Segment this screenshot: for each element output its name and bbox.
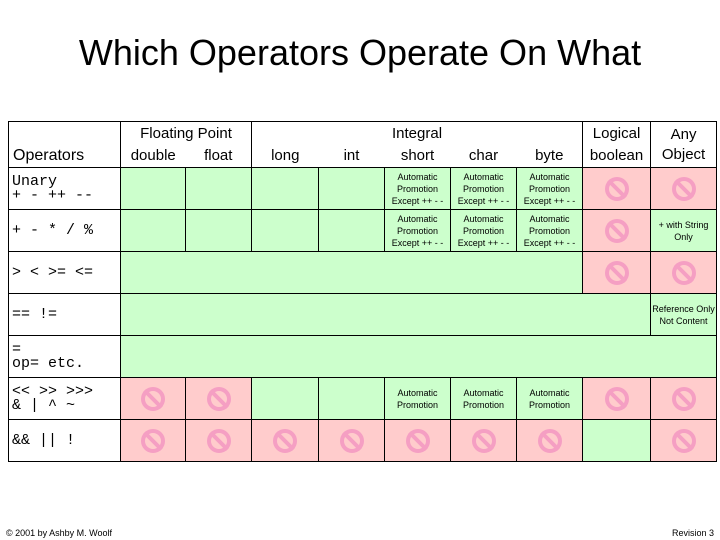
cell-note: Automatic Promotion xyxy=(385,378,451,420)
cell-not-allowed xyxy=(186,420,252,462)
prohibited-icon xyxy=(207,387,231,411)
cell-allowed xyxy=(186,210,252,252)
prohibited-icon xyxy=(672,261,696,285)
cell-not-allowed xyxy=(517,420,583,462)
cell-not-allowed xyxy=(651,168,717,210)
cell-allowed xyxy=(385,252,451,294)
cell-allowed xyxy=(319,168,385,210)
cell-note: Reference Only Not Content xyxy=(651,294,717,336)
cell-not-allowed xyxy=(651,252,717,294)
operator-row-label: Unary + - ++ -- xyxy=(9,168,121,210)
cell-not-allowed xyxy=(583,210,651,252)
cell-not-allowed xyxy=(651,378,717,420)
type-long: long xyxy=(252,144,319,168)
prohibited-icon xyxy=(141,387,165,411)
cell-not-allowed xyxy=(583,168,651,210)
cell-note: Automatic Promotion Except ++ - - xyxy=(517,210,583,252)
prohibited-icon xyxy=(141,429,165,453)
revision-text: Revision 3 xyxy=(671,528,714,538)
cell-allowed xyxy=(186,252,252,294)
operator-row-label: + - * / % xyxy=(9,210,121,252)
cell-allowed xyxy=(319,378,385,420)
type-char: char xyxy=(451,144,517,168)
cell-allowed xyxy=(252,252,319,294)
type-float: float xyxy=(186,144,252,168)
cell-allowed xyxy=(252,168,319,210)
cell-not-allowed xyxy=(583,252,651,294)
cell-not-allowed xyxy=(121,420,186,462)
cell-not-allowed xyxy=(319,420,385,462)
operators-header: Operators xyxy=(9,122,121,168)
cell-note: Automatic Promotion xyxy=(517,378,583,420)
copyright-text: © 2001 by Ashby M. Woolf xyxy=(6,528,113,538)
operator-row-label: = op= etc. xyxy=(9,336,121,378)
integral-header: Integral xyxy=(252,122,583,145)
cell-allowed xyxy=(121,168,186,210)
cell-allowed xyxy=(121,336,717,378)
prohibited-icon xyxy=(340,429,364,453)
cell-not-allowed xyxy=(583,378,651,420)
cell-allowed xyxy=(121,252,186,294)
prohibited-icon xyxy=(538,429,562,453)
cell-note: Automatic Promotion xyxy=(451,378,517,420)
type-short: short xyxy=(385,144,451,168)
cell-not-allowed xyxy=(252,420,319,462)
cell-note: Automatic Promotion Except ++ - - xyxy=(451,168,517,210)
operator-row-label: && || ! xyxy=(9,420,121,462)
cell-not-allowed xyxy=(121,378,186,420)
type-byte: byte xyxy=(517,144,583,168)
cell-not-allowed xyxy=(186,378,252,420)
cell-note: Automatic Promotion Except ++ - - xyxy=(385,168,451,210)
prohibited-icon xyxy=(406,429,430,453)
prohibited-icon xyxy=(472,429,496,453)
prohibited-icon xyxy=(605,261,629,285)
operator-row-label: > < >= <= xyxy=(9,252,121,294)
prohibited-icon xyxy=(672,177,696,201)
cell-note: + with String Only xyxy=(651,210,717,252)
prohibited-icon xyxy=(605,387,629,411)
prohibited-icon xyxy=(672,429,696,453)
prohibited-icon xyxy=(207,429,231,453)
type-double: double xyxy=(121,144,186,168)
cell-note: Automatic Promotion Except ++ - - xyxy=(385,210,451,252)
logical-header: Logical xyxy=(583,122,651,145)
prohibited-icon xyxy=(273,429,297,453)
floating-point-header: Floating Point xyxy=(121,122,252,145)
cell-note: Automatic Promotion Except ++ - - xyxy=(517,168,583,210)
prohibited-icon xyxy=(672,387,696,411)
operator-row-label: == != xyxy=(9,294,121,336)
cell-allowed xyxy=(252,378,319,420)
type-int: int xyxy=(319,144,385,168)
cell-allowed xyxy=(186,168,252,210)
cell-not-allowed xyxy=(385,420,451,462)
cell-allowed xyxy=(252,210,319,252)
type-boolean: boolean xyxy=(583,144,651,168)
page-title: Which Operators Operate On What xyxy=(78,32,642,73)
cell-not-allowed xyxy=(651,420,717,462)
cell-note: Automatic Promotion Except ++ - - xyxy=(451,210,517,252)
cell-allowed xyxy=(583,420,651,462)
cell-allowed xyxy=(517,252,583,294)
operator-row-label: << >> >>> & | ^ ~ xyxy=(9,378,121,420)
operators-table xyxy=(8,121,717,462)
cell-allowed xyxy=(319,210,385,252)
cell-not-allowed xyxy=(451,420,517,462)
cell-allowed xyxy=(451,252,517,294)
any-object-header: Any Object xyxy=(651,122,717,168)
cell-allowed xyxy=(121,294,651,336)
cell-allowed xyxy=(319,252,385,294)
prohibited-icon xyxy=(605,177,629,201)
cell-allowed xyxy=(121,210,186,252)
prohibited-icon xyxy=(605,219,629,243)
